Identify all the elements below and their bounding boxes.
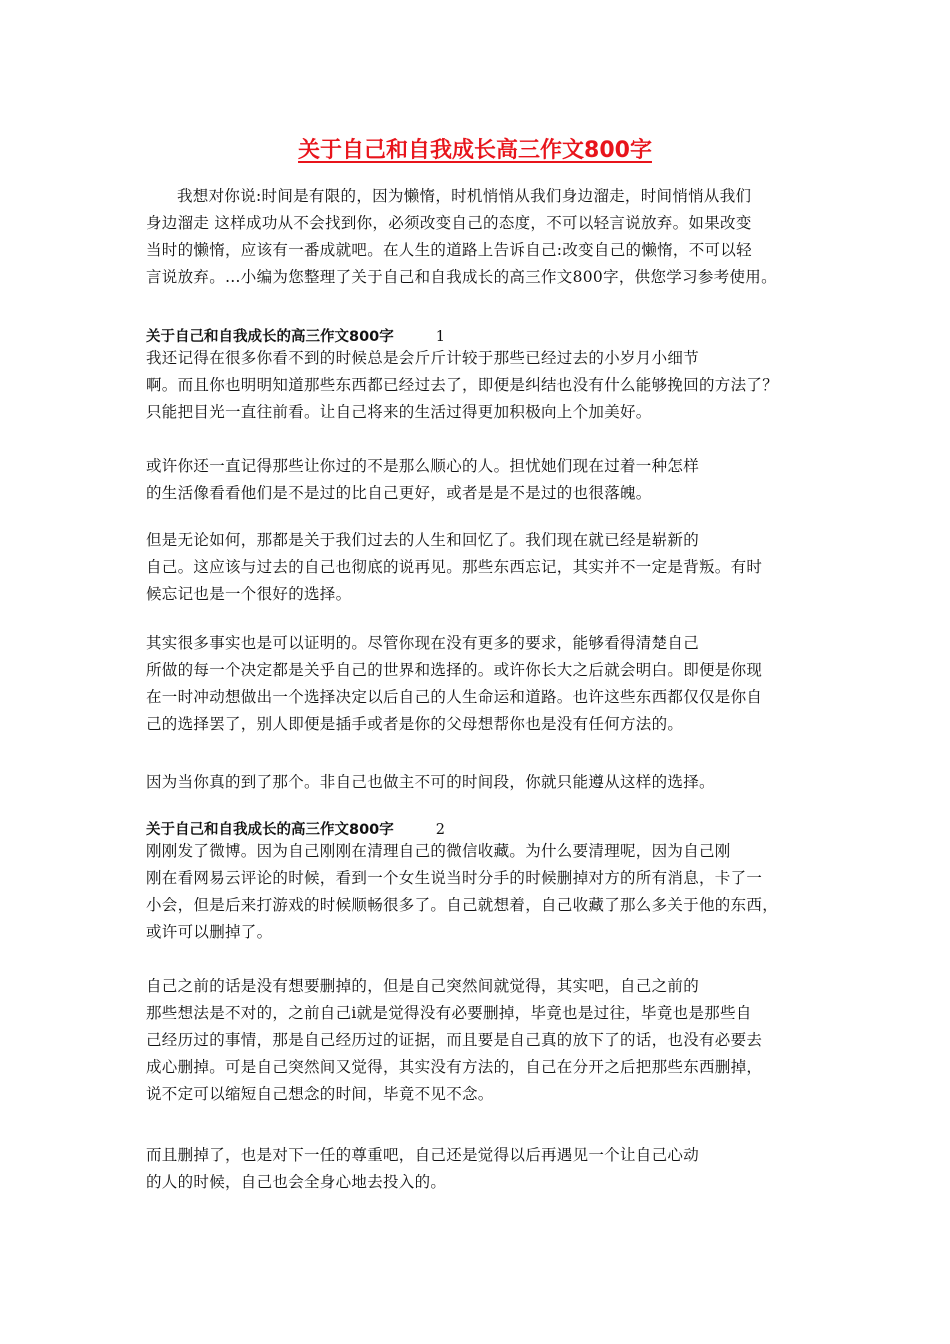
section-1-paragraph-2: 或许你还一直记得那些让你过的不是那么顺心的人。担忧她们现在过着一种怎样 的生活像看看他们是不是过的比自己更好，或者是是不是过的也很落魄。 [146, 457, 700, 502]
section-2-heading-text: 关于自己和自我成长的高三作文800字 [146, 822, 394, 838]
section-2-paragraph-1: 刚刚发了微博。因为自己刚刚在清理自己的微信收藏。为什么要清理呢，因为自己刚 刚在看网易云评论的时候，看到一个女生说当时分手的时候删掉对方的所有消息，卡了一 小会，但是后来打游戏的时候顺畅很多了。自己就想着，自己收藏了那么多关于他的东西， 或许可以删掉了。 [146, 842, 779, 941]
section-2-heading [146, 818, 811, 839]
section-2-paragraph-3: 而且删掉了，也是对下一任的尊重吧，自己还是觉得以后再遇见一个让自己心动 的人的时候，自己也会全身心地去投入的。 [146, 1146, 700, 1191]
intro-paragraph: 我想对你说:时间是有限的，因为懒惰，时机悄悄从我们身边溜走，时间悄悄从我们 身边溜走 这样成功从不会找到你，必须改变自己的态度，不可以轻言说放弃。如果改变 当时的懒惰，应该有一番成就吧。在人生的道路上告诉自己:改变自己的懒惰，不可以轻 言说放弃。…小编为您整理了关于自己和自我成长的高三作文800字，供您学习参考使用。 [146, 187, 777, 286]
section-1-paragraph-1: 我还记得在很多你看不到的时候总是会斤斤计较于那些已经过去的小岁月小细节 啊。而且你也明明知道那些东西都已经过去了，即便是纠结也没有什么能够挽回的方法了？ 只能把目光一直往前看。让自己将来的生活过得更加积极向上个加美好。 [146, 349, 779, 421]
section-1-paragraph-4: 其实很多事实也是可以证明的。尽管你现在没有更多的要求，能够看得清楚自己 所做的每一个决定都是关乎自己的世界和选择的。或许你长大之后就会明白。即便是你现 在一时冲动想做出一个选择决定以后自己的人生命运和道路。也许这些东西都仅仅是你自 己的选择罢了，别人即便是插手或者是你的父母想帮你也是没有任何方法的。 [146, 634, 763, 733]
section-2-paragraph-2: 自己之前的话是没有想要删掉的，但是自己突然间就觉得，其实吧，自己之前的 那些想法是不对的，之前自己i就是觉得没有必要删掉，毕竟也是过往，毕竟也是那些自 己经历过的事情，那是自己经历过的证据，而且要是自己真的放下了的话，也没有必要去 成心删掉。可是自己突然间又觉得，其实没有方法的，自己在分开之后把那些东西删掉， 说不定可以缩短自己想念的时间，毕竟不见不念。 [146, 977, 763, 1103]
section-1-paragraph-5: 因为当你真的到了那个。非自己也做主不可的时间段，你就只能遵从这样的选择。 [146, 773, 715, 791]
section-1-number: 1 [435, 329, 446, 345]
document-title: 关于自己和自我成长高三作文800字 [298, 138, 652, 163]
section-1-paragraph-3: 但是无论如何，那都是关于我们过去的人生和回忆了。我们现在就已经是崭新的 自己。这应该与过去的自己也彻底的说再见。那些东西忘记，其实并不一定是背叛。有时 候忘记也是一个很好的选择。 [146, 531, 763, 603]
section-2-number: 2 [435, 822, 446, 838]
section-1-heading-text: 关于自己和自我成长的高三作文800字 [146, 329, 394, 345]
section-1-heading [146, 325, 811, 346]
